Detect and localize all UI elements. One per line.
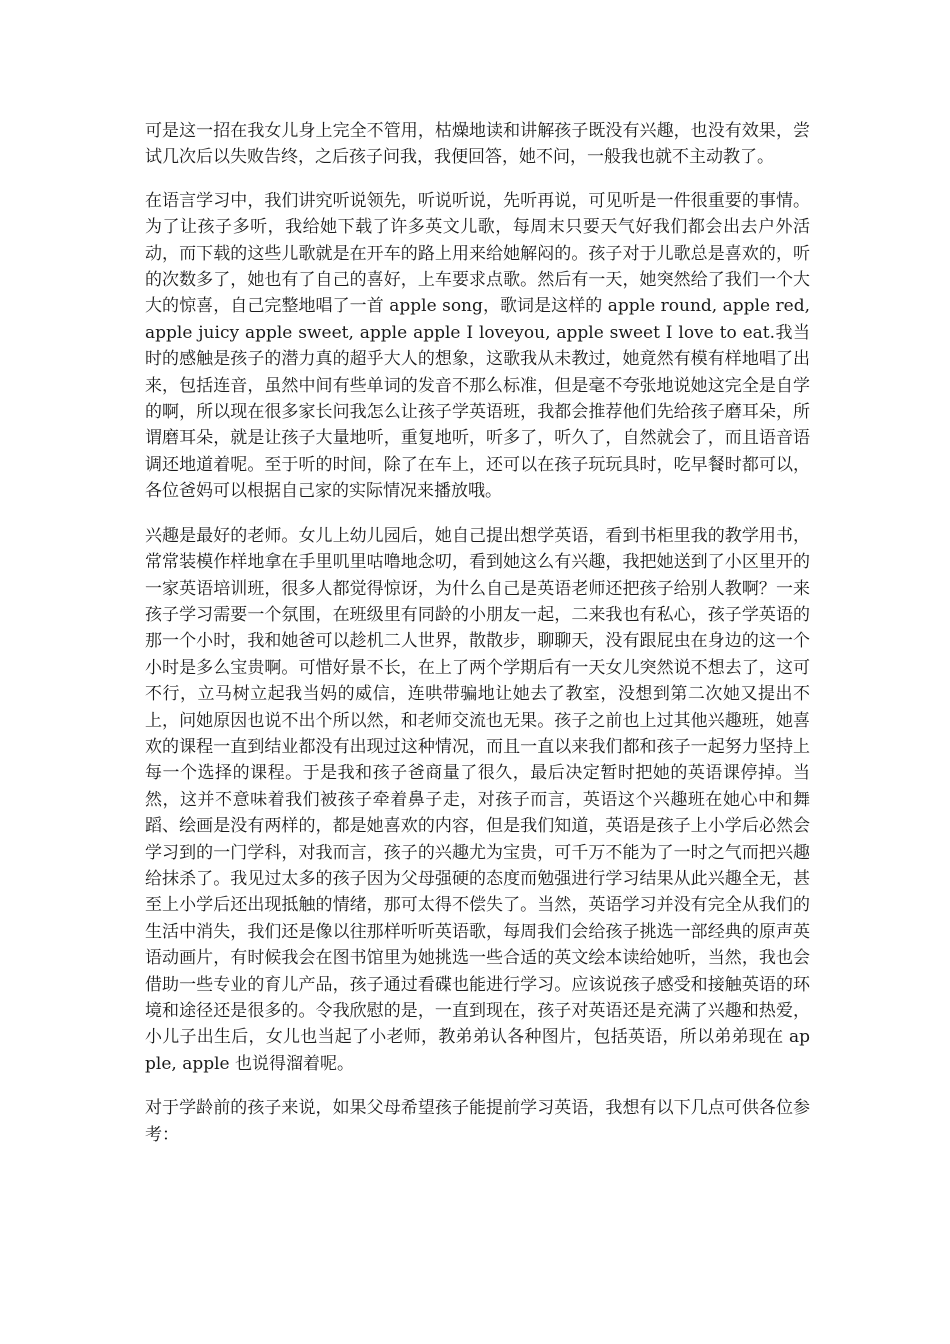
paragraph-2: 在语言学习中，我们讲究听说领先，听说听说，先听再说，可见听是一件很重要的事情。为了让孩子多听，我给她下载了许多英文儿歌，每周末只要天气好我们都会出去户外活动，而下载的这些儿歌就是在开车的路上用来给她解闷的。孩子对于儿歌总是喜欢的，听的次数多了，她也有了自己的喜好，上车要求点歌。然后有一天，她突然给了我们一个大大的惊喜，自己完整地唱了一首 apple song，歌词是这样的 apple round, apple red, apple juicy apple sweet, apple apple I loveyou, apple sweet I love to eat.我当时的感触是孩子的潜力真的超乎大人的想象，这歌我从未教过，她竟然有模有样地唱了出来，包括连音，虽然中间有些单词的发音不那么标准，但是毫不夸张地说她这完全是自学的啊，所以现在很多家长问我怎么让孩子学英语班，我都会推荐他们先给孩子磨耳朵，所谓磨耳朵，就是让孩子大量地听，重复地听，听多了，听久了，自然就会了，而且语音语调还地道着呢。至于听的时间，除了在车上，还可以在孩子玩玩具时，吃早餐时都可以， 各位爸妈可以根据自己家的实际情况来播放哦。 [145, 190, 810, 502]
paragraph-3: 兴趣是最好的老师。女儿上幼儿园后，她自己提出想学英语，看到书柜里我的教学用书，常常装模作样地拿在手里叽里咕噜地念叨，看到她这么有兴趣，我把她送到了小区里开的一家英语培训班，很多人都觉得惊讶，为什么自己是英语老师还把孩子给别人教啊？一来孩子学习需要一个氛围，在班级里有同龄的小朋友一起，二来我也有私心，孩子学英语的那一个小时，我和她爸可以趁机二人世界，散散步，聊聊天，没有跟屁虫在身边的这一个小时是多么宝贵啊。可惜好景不长，在上了两个学期后有一天女儿突然说不想去了，这可不行，立马树立起我当妈的威信，连哄带骗地让她去了教室，没想到第二次她又提出不上，问她原因也说不出个所以然，和老师交流也无果。孩子之前也上过其他兴趣班，她喜欢的课程一直到结业都没有出现过这种情况，而且一直以来我们都和孩子一起努力坚持上每一个选择的课程。于是我和孩子爸商量了很久，最后决定暂时把她的英语课停掉。当然，这并不意味着我们被孩子牵着鼻子走，对孩子而言，英语这个兴趣班在她心中和舞蹈、绘画是没有两样的，都是她喜欢的内容，但是我们知道，英语是孩子上小学后必然会学习到的一门学科，对我而言，孩子的兴趣尤为宝贵，可千万不能为了一时之气而把兴趣给抹杀了。我见过太多的孩子因为父母强硬的态度而勉强进行学习结果从此兴趣全无，甚至上小学后还出现抵触的情绪，那可太得不偿失了。当然，英语学习并没有完全从我们的生活中消失，我们还是像以往那样听听英语歌，每周我们会给孩子挑选一部经典的原声英语动画片，有时候我会在图书馆里为她挑选一些合适的英文绘本读给她听，当然，我也会借助一些专业的育儿产品，孩子通过看碟也能进行学习。应该说孩子感受和接触英语的环境和途径还是很多的。令我欣慰的是，一直到现在，孩子对英语还是充满了兴趣和热爱，小儿子出生后，女儿也当起了小老师，教弟弟认各种图片，包括英语，所以弟弟现在 apple, apple 也说得溜着呢。 [145, 525, 810, 1074]
paragraph-1: 可是这一招在我女儿身上完全不管用，枯燥地读和讲解孩子既没有兴趣，也没有效果，尝试几次后以失败告终，之后孩子问我，我便回答，她不问，一般我也就不主动教了。 [145, 121, 810, 168]
document-body [145, 118, 810, 1165]
paragraph-4: 对于学龄前的孩子来说，如果父母希望孩子能提前学习英语，我想有以下几点可供各位参考： [145, 1098, 810, 1145]
